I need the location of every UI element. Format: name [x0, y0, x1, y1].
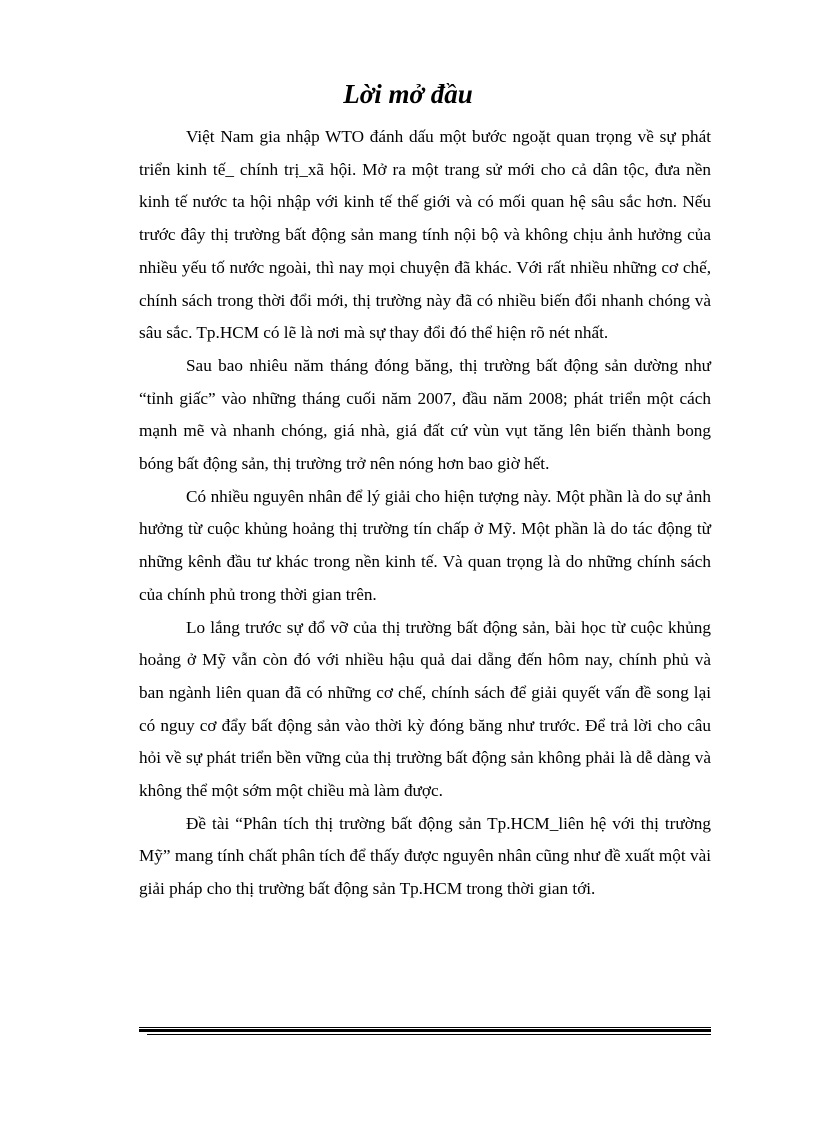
paragraph-2: Sau bao nhiêu năm tháng đóng băng, thị trường bất động sản dường như “tỉnh giấc” vào những tháng cuối năm 2007, đầu năm 2008; phát triển một cách mạnh mẽ và nhanh chóng, giá nhà, giá đất cứ vùn vụt tăng lên biến thành bong bóng bất động sản, thị trường trở nên nóng hơn bao giờ hết. [139, 355, 711, 474]
paragraph-3: Có nhiều nguyên nhân để lý giải cho hiện tượng này. Một phần là do sự ảnh hưởng từ cuộc khủng hoảng thị trường tín chấp ở Mỹ. Một phần là do tác động từ những kênh đầu tư khác trong nền kinh tế. Và quan trọng là do những chính sách của chính phủ trong thời gian trên. [139, 486, 711, 604]
paragraph-4: Lo lắng trước sự đổ vỡ của thị trường bất động sản, bài học từ cuộc khủng hoảng ở Mỹ vẫn còn đó với nhiều hậu quả dai dẵng đến hôm nay, chính phủ và ban ngành liên quan đã có những cơ chế, chính sách để giải quyết vấn đề song lại có nguy cơ đẩy bất động sản vào thời kỳ đóng băng như trước. Để trả lời cho câu hỏi về sự phát triển bền vững của thị trường bất động sản không phải là dễ dàng và không thể một sớm một chiều mà làm được. [139, 617, 711, 801]
footer-divider-thick [139, 1029, 711, 1032]
paragraph-1: Việt Nam gia nhập WTO đánh dấu một bước ngoặt quan trọng về sự phát triển kinh tế_ chính trị_xã hội. Mở ra một trang sử mới cho cả dân tộc, đưa nền kinh tế nước ta hội nhập với kinh tế thế giới và có mối quan hệ sâu sắc hơn. Nếu trước đây thị trường bất động sản mang tính nội bộ và không chịu ảnh hưởng của nhiều yếu tố nước ngoài, thì nay mọi chuyện đã khác. Với rất nhiều những cơ chế, chính sách trong thời đổi mới, thị trường này đã có nhiều biến đổi nhanh chóng và sâu sắc. Tp.HCM có lẽ là nơi mà sự thay đổi đó thể hiện rõ nét nhất. [139, 127, 711, 343]
document-body [139, 121, 711, 906]
footer-divider-bottom [147, 1034, 711, 1035]
page-title: Lời mở đầu [343, 79, 473, 109]
paragraph-5: Đề tài “Phân tích thị trường bất động sản Tp.HCM_liên hệ với thị trường Mỹ” mang tính chất phân tích để thấy được nguyên nhân cũng như đề xuất một vài giải pháp cho thị trường bất động sản Tp.HCM trong thời gian tới. [139, 813, 711, 899]
footer-divider-top [139, 1027, 711, 1028]
